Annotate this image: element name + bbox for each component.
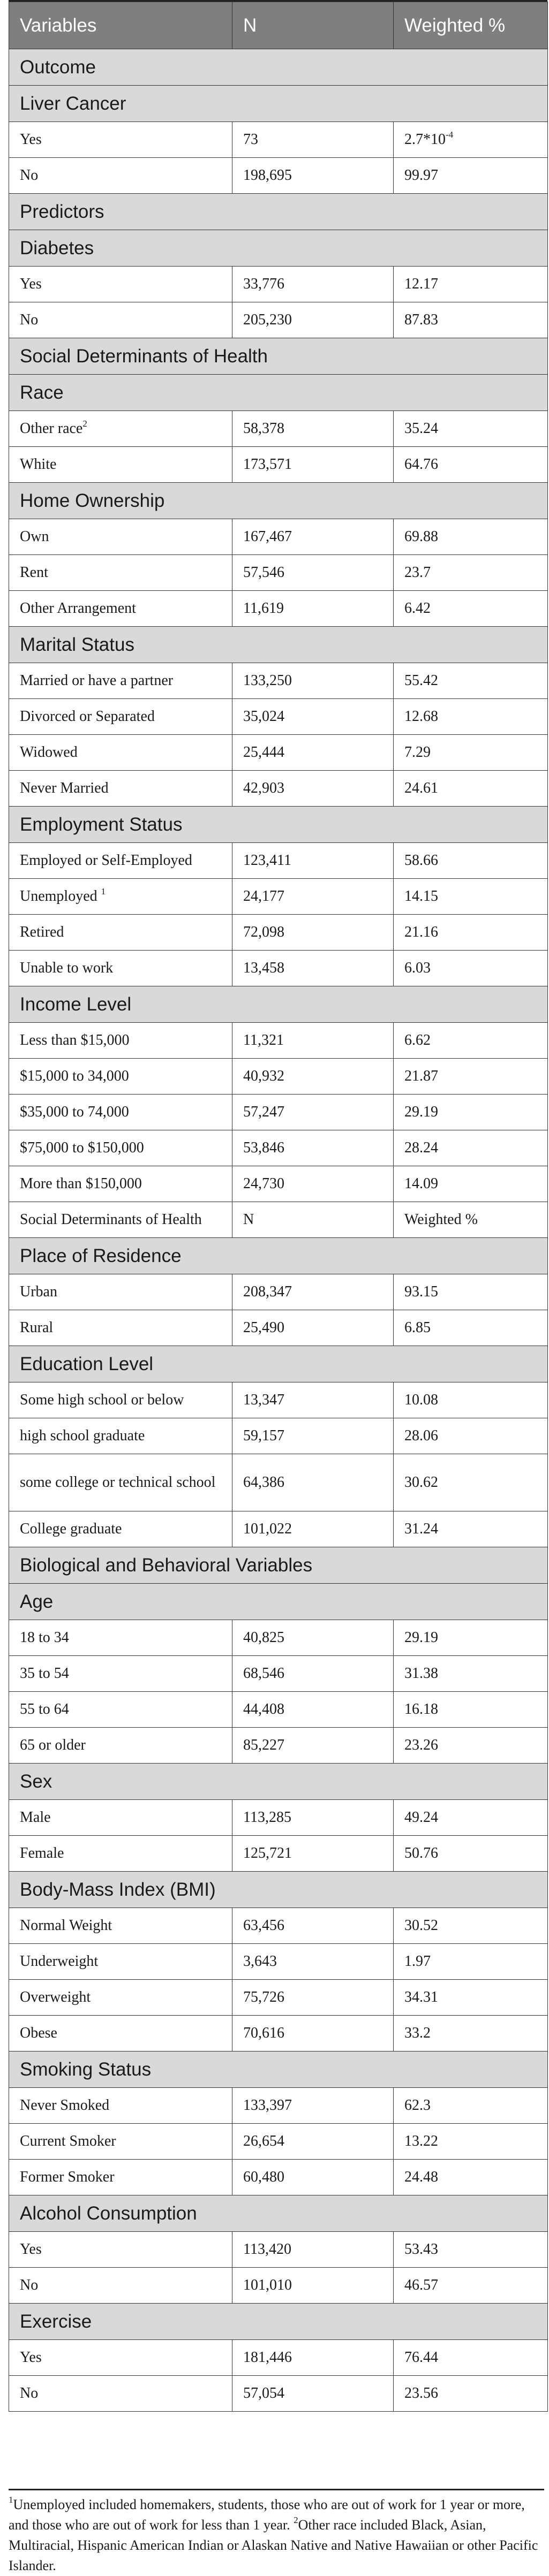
header-variables: Variables bbox=[9, 2, 232, 49]
row-n: 75,726 bbox=[232, 1980, 394, 2016]
table-row bbox=[9, 1274, 548, 1310]
row-label: Rural bbox=[20, 1319, 54, 1336]
row-label-cell bbox=[9, 1023, 232, 1059]
group-label: Education Level bbox=[9, 1346, 548, 1382]
group-label: Diabetes bbox=[9, 230, 548, 267]
table-row bbox=[9, 951, 548, 986]
table-row bbox=[9, 1382, 548, 1418]
table-row bbox=[9, 2232, 548, 2268]
row-weighted-pct: 6.85 bbox=[394, 1310, 548, 1346]
row-label-cell bbox=[9, 735, 232, 771]
row-weighted-pct: 64.76 bbox=[394, 447, 548, 483]
row-label: Retired bbox=[20, 924, 64, 940]
row-n: 173,571 bbox=[232, 447, 394, 483]
row-label: Less than $15,000 bbox=[20, 1032, 130, 1048]
row-n: 11,321 bbox=[232, 1023, 394, 1059]
row-label: $35,000 to 74,000 bbox=[20, 1104, 129, 1120]
row-label-cell bbox=[9, 591, 232, 627]
table-frame bbox=[9, 0, 547, 2412]
row-label-cell bbox=[9, 158, 232, 194]
row-n: 60,480 bbox=[232, 2160, 394, 2195]
row-label: Never Smoked bbox=[20, 2097, 110, 2114]
row-label-cell bbox=[9, 1059, 232, 1095]
section-row bbox=[9, 49, 548, 86]
table-row bbox=[9, 447, 548, 483]
row-n: 58,378 bbox=[232, 411, 394, 447]
table-row bbox=[9, 2376, 548, 2412]
group-row bbox=[9, 2304, 548, 2340]
row-label: Unable to work bbox=[20, 960, 114, 976]
row-label: Male bbox=[20, 1809, 51, 1826]
footnote-ref: 2 bbox=[82, 418, 87, 429]
section-label: Social Determinants of Health bbox=[9, 338, 548, 375]
row-weighted-pct: 12.17 bbox=[394, 267, 548, 302]
table-row bbox=[9, 1418, 548, 1454]
row-label: some college or technical school bbox=[20, 1474, 216, 1491]
row-weighted-pct: 29.19 bbox=[394, 1620, 548, 1656]
row-label-cell bbox=[9, 122, 232, 158]
row-n: 59,157 bbox=[232, 1418, 394, 1454]
table-row bbox=[9, 2160, 548, 2195]
footnote-2-text: Other race included Black, Asian, Multiracial, Hispanic American Indian or Alaskan Native and Native Hawaiian or other Pacific Islander. bbox=[9, 2517, 538, 2573]
group-label: Income Level bbox=[9, 986, 548, 1023]
row-weighted-pct: 28.24 bbox=[394, 1130, 548, 1166]
row-weighted-pct: 21.16 bbox=[394, 915, 548, 951]
row-label-cell bbox=[9, 1980, 232, 2016]
row-label: Former Smoker bbox=[20, 2169, 115, 2185]
row-weighted-pct: 53.43 bbox=[394, 2232, 548, 2268]
row-label-cell bbox=[9, 915, 232, 951]
row-weighted-pct: 58.66 bbox=[394, 843, 548, 879]
table-row bbox=[9, 267, 548, 302]
group-label: Age bbox=[9, 1584, 548, 1620]
row-label-cell bbox=[9, 1274, 232, 1310]
footnote-1-mark: 1 bbox=[9, 2495, 13, 2505]
group-label: Exercise bbox=[9, 2304, 548, 2340]
group-row bbox=[9, 1346, 548, 1382]
row-label-cell bbox=[9, 1382, 232, 1418]
row-weighted-pct: Weighted % bbox=[394, 1202, 548, 1238]
group-row bbox=[9, 1764, 548, 1800]
row-n: 40,825 bbox=[232, 1620, 394, 1656]
table-row bbox=[9, 843, 548, 879]
characteristics-table bbox=[9, 2, 548, 2412]
row-label: Other race bbox=[20, 420, 83, 437]
row-weighted-pct: 31.24 bbox=[394, 1511, 548, 1547]
row-weighted-pct: 34.31 bbox=[394, 1980, 548, 2016]
group-label: Marital Status bbox=[9, 627, 548, 663]
section-label: Predictors bbox=[9, 194, 548, 230]
row-label: White bbox=[20, 456, 57, 473]
section-row bbox=[9, 194, 548, 230]
row-n: 101,010 bbox=[232, 2268, 394, 2304]
row-label: Yes bbox=[20, 2349, 42, 2366]
row-n: 57,247 bbox=[232, 1095, 394, 1130]
table-row bbox=[9, 158, 548, 194]
row-weighted-pct: 16.18 bbox=[394, 1692, 548, 1728]
group-label: Smoking Status bbox=[9, 2051, 548, 2088]
header-n: N bbox=[232, 2, 394, 49]
row-weighted-pct: 33.2 bbox=[394, 2016, 548, 2051]
row-n: 133,397 bbox=[232, 2088, 394, 2124]
table-row bbox=[9, 1728, 548, 1764]
row-label-cell bbox=[9, 1310, 232, 1346]
row-weighted-pct: 6.03 bbox=[394, 951, 548, 986]
row-weighted-pct: 46.57 bbox=[394, 2268, 548, 2304]
row-weighted-pct: 7.29 bbox=[394, 735, 548, 771]
group-row bbox=[9, 627, 548, 663]
table-row bbox=[9, 2016, 548, 2051]
footnote-ref: 1 bbox=[101, 886, 106, 896]
row-label-cell bbox=[9, 302, 232, 338]
group-row bbox=[9, 1238, 548, 1274]
table-row bbox=[9, 555, 548, 591]
row-n: 113,285 bbox=[232, 1800, 394, 1836]
table-row bbox=[9, 663, 548, 699]
row-weighted-pct: 24.61 bbox=[394, 771, 548, 807]
row-label: No bbox=[20, 311, 39, 328]
table-body bbox=[9, 2, 548, 2412]
group-row bbox=[9, 2051, 548, 2088]
section-row bbox=[9, 1547, 548, 1584]
group-row bbox=[9, 86, 548, 122]
row-label-cell bbox=[9, 1620, 232, 1656]
row-n: 205,230 bbox=[232, 302, 394, 338]
table-row bbox=[9, 1980, 548, 2016]
row-weighted-pct: 31.38 bbox=[394, 1656, 548, 1692]
row-label-cell bbox=[9, 1836, 232, 1872]
group-label: Alcohol Consumption bbox=[9, 2195, 548, 2232]
row-weighted-pct: 62.3 bbox=[394, 2088, 548, 2124]
table-row bbox=[9, 1130, 548, 1166]
row-label: Current Smoker bbox=[20, 2133, 116, 2149]
row-label-cell bbox=[9, 1454, 232, 1511]
row-n: 26,654 bbox=[232, 2124, 394, 2160]
row-label-cell bbox=[9, 2340, 232, 2376]
row-weighted-pct: 23.7 bbox=[394, 555, 548, 591]
row-label: high school graduate bbox=[20, 1427, 145, 1444]
group-row bbox=[9, 1872, 548, 1908]
row-label-cell bbox=[9, 1418, 232, 1454]
row-n: 44,408 bbox=[232, 1692, 394, 1728]
row-n: 68,546 bbox=[232, 1656, 394, 1692]
row-weighted-pct: 10.08 bbox=[394, 1382, 548, 1418]
table-row bbox=[9, 1202, 548, 1238]
row-label-cell bbox=[9, 2016, 232, 2051]
row-label-cell bbox=[9, 1800, 232, 1836]
row-label-cell bbox=[9, 555, 232, 591]
row-n: 63,456 bbox=[232, 1908, 394, 1944]
row-n: 13,347 bbox=[232, 1382, 394, 1418]
row-weighted-pct: 30.62 bbox=[394, 1454, 548, 1511]
row-n: 3,643 bbox=[232, 1944, 394, 1980]
row-weighted-pct: 21.87 bbox=[394, 1059, 548, 1095]
row-label-cell bbox=[9, 1130, 232, 1166]
row-label: Employed or Self-Employed bbox=[20, 852, 192, 869]
row-label-cell bbox=[9, 1656, 232, 1692]
row-label: Unemployed bbox=[20, 888, 101, 905]
group-row bbox=[9, 1584, 548, 1620]
table-row bbox=[9, 1656, 548, 1692]
table-row bbox=[9, 1166, 548, 1202]
table-row bbox=[9, 591, 548, 627]
row-label-cell bbox=[9, 951, 232, 986]
group-label: Employment Status bbox=[9, 807, 548, 843]
row-label: Divorced or Separated bbox=[20, 708, 155, 725]
row-weighted-pct: 76.44 bbox=[394, 2340, 548, 2376]
row-n: 167,467 bbox=[232, 519, 394, 555]
row-label-cell bbox=[9, 2232, 232, 2268]
group-label: Home Ownership bbox=[9, 483, 548, 519]
row-n: 25,444 bbox=[232, 735, 394, 771]
row-label-cell bbox=[9, 843, 232, 879]
row-n: 35,024 bbox=[232, 699, 394, 735]
footnotes bbox=[9, 2489, 544, 2576]
row-label-cell bbox=[9, 663, 232, 699]
group-row bbox=[9, 2195, 548, 2232]
row-label: Rent bbox=[20, 564, 48, 581]
table-row bbox=[9, 771, 548, 807]
table-row bbox=[9, 1692, 548, 1728]
row-weighted-pct bbox=[394, 122, 548, 158]
row-label-cell bbox=[9, 1095, 232, 1130]
group-row bbox=[9, 230, 548, 267]
table-row bbox=[9, 1023, 548, 1059]
row-n: 198,695 bbox=[232, 158, 394, 194]
table-row bbox=[9, 1836, 548, 1872]
row-weighted-pct: 93.15 bbox=[394, 1274, 548, 1310]
row-weighted-pct: 50.76 bbox=[394, 1836, 548, 1872]
header-row bbox=[9, 2, 548, 49]
row-n: 25,490 bbox=[232, 1310, 394, 1346]
table-row bbox=[9, 519, 548, 555]
row-label: Normal Weight bbox=[20, 1917, 112, 1934]
row-n: 72,098 bbox=[232, 915, 394, 951]
row-label: Female bbox=[20, 1845, 64, 1861]
row-label-cell bbox=[9, 1202, 232, 1238]
row-weighted-pct: 87.83 bbox=[394, 302, 548, 338]
row-label-cell bbox=[9, 519, 232, 555]
row-weighted-pct: 35.24 bbox=[394, 411, 548, 447]
row-label-cell bbox=[9, 2376, 232, 2412]
section-row bbox=[9, 338, 548, 375]
table-row bbox=[9, 302, 548, 338]
row-n: 73 bbox=[232, 122, 394, 158]
section-label: Outcome bbox=[9, 49, 548, 86]
row-label-cell bbox=[9, 1908, 232, 1944]
group-label: Race bbox=[9, 375, 548, 411]
table-row bbox=[9, 1908, 548, 1944]
table-row bbox=[9, 1620, 548, 1656]
table-row bbox=[9, 1310, 548, 1346]
row-weighted-pct: 99.97 bbox=[394, 158, 548, 194]
row-n: 70,616 bbox=[232, 2016, 394, 2051]
row-label-cell bbox=[9, 699, 232, 735]
row-n: 64,386 bbox=[232, 1454, 394, 1511]
table-row bbox=[9, 699, 548, 735]
row-label: 65 or older bbox=[20, 1737, 86, 1753]
row-label: 35 to 54 bbox=[20, 1665, 69, 1682]
row-n: 53,846 bbox=[232, 1130, 394, 1166]
table-row bbox=[9, 2268, 548, 2304]
row-weighted-pct: 6.42 bbox=[394, 591, 548, 627]
row-n: 24,177 bbox=[232, 879, 394, 915]
table-row bbox=[9, 2124, 548, 2160]
table-row bbox=[9, 879, 548, 915]
row-n: 40,932 bbox=[232, 1059, 394, 1095]
footnote-1-text: Unemployed included homemakers, students, those who are out of work for 1 year or more, and those who are out of work for less than 1 year. bbox=[9, 2497, 525, 2533]
row-n: 125,721 bbox=[232, 1836, 394, 1872]
row-label: Never Married bbox=[20, 780, 109, 796]
row-label-cell bbox=[9, 447, 232, 483]
row-label-cell bbox=[9, 2088, 232, 2124]
row-label: No bbox=[20, 2277, 39, 2293]
row-n: 33,776 bbox=[232, 267, 394, 302]
group-row bbox=[9, 807, 548, 843]
group-row bbox=[9, 483, 548, 519]
row-label-cell bbox=[9, 1511, 232, 1547]
row-label-cell bbox=[9, 2124, 232, 2160]
row-n: 208,347 bbox=[232, 1274, 394, 1310]
table-row bbox=[9, 1800, 548, 1836]
group-row bbox=[9, 986, 548, 1023]
row-weighted-pct: 55.42 bbox=[394, 663, 548, 699]
section-label: Biological and Behavioral Variables bbox=[9, 1547, 548, 1584]
row-label-cell bbox=[9, 1692, 232, 1728]
row-label-cell bbox=[9, 2160, 232, 2195]
row-n: 13,458 bbox=[232, 951, 394, 986]
row-weighted-pct: 28.06 bbox=[394, 1418, 548, 1454]
row-weighted-pct: 30.52 bbox=[394, 1908, 548, 1944]
row-weighted-pct: 13.22 bbox=[394, 2124, 548, 2160]
row-n: N bbox=[232, 1202, 394, 1238]
table-row bbox=[9, 735, 548, 771]
row-label-cell bbox=[9, 411, 232, 447]
row-label: 55 to 64 bbox=[20, 1701, 69, 1718]
table-row bbox=[9, 122, 548, 158]
table-row bbox=[9, 1095, 548, 1130]
row-weighted-pct: 49.24 bbox=[394, 1800, 548, 1836]
row-label: $15,000 to 34,000 bbox=[20, 1068, 129, 1084]
row-label: Overweight bbox=[20, 1989, 91, 2005]
group-row bbox=[9, 375, 548, 411]
row-label: Some high school or below bbox=[20, 1392, 184, 1408]
group-label: Body-Mass Index (BMI) bbox=[9, 1872, 548, 1908]
row-n: 42,903 bbox=[232, 771, 394, 807]
row-label: Underweight bbox=[20, 1953, 99, 1970]
row-label-cell bbox=[9, 879, 232, 915]
row-n: 57,546 bbox=[232, 555, 394, 591]
row-label: Urban bbox=[20, 1283, 57, 1300]
row-n: 24,730 bbox=[232, 1166, 394, 1202]
row-n: 11,619 bbox=[232, 591, 394, 627]
table-row bbox=[9, 915, 548, 951]
group-label: Liver Cancer bbox=[9, 86, 548, 122]
row-weighted-pct: 1.97 bbox=[394, 1944, 548, 1980]
row-weighted-pct: 6.62 bbox=[394, 1023, 548, 1059]
row-n: 113,420 bbox=[232, 2232, 394, 2268]
row-weighted-pct: 69.88 bbox=[394, 519, 548, 555]
pct-exponent: -4 bbox=[446, 129, 454, 140]
table-row bbox=[9, 411, 548, 447]
row-label: No bbox=[20, 2385, 39, 2402]
row-weighted-pct: 23.56 bbox=[394, 2376, 548, 2412]
table-row bbox=[9, 1944, 548, 1980]
row-label: Obese bbox=[20, 2025, 57, 2041]
group-label: Place of Residence bbox=[9, 1238, 548, 1274]
row-label: Own bbox=[20, 528, 49, 545]
row-label: Other Arrangement bbox=[20, 600, 136, 617]
row-label: Widowed bbox=[20, 744, 78, 761]
row-label-cell bbox=[9, 267, 232, 302]
row-weighted-pct: 29.19 bbox=[394, 1095, 548, 1130]
header-weighted-pct: Weighted % bbox=[394, 2, 548, 49]
row-n: 181,446 bbox=[232, 2340, 394, 2376]
group-label: Sex bbox=[9, 1764, 548, 1800]
table-row bbox=[9, 2088, 548, 2124]
table-row bbox=[9, 2340, 548, 2376]
row-label: College graduate bbox=[20, 1521, 122, 1537]
row-label-cell bbox=[9, 1944, 232, 1980]
row-label: Yes bbox=[20, 276, 42, 292]
table-row bbox=[9, 1511, 548, 1547]
row-weighted-pct: 14.15 bbox=[394, 879, 548, 915]
row-label: $75,000 to $150,000 bbox=[20, 1139, 144, 1156]
row-weighted-pct: 12.68 bbox=[394, 699, 548, 735]
row-label: 18 to 34 bbox=[20, 1629, 69, 1646]
row-label-cell bbox=[9, 1166, 232, 1202]
row-weighted-pct: 14.09 bbox=[394, 1166, 548, 1202]
row-n: 133,250 bbox=[232, 663, 394, 699]
pct-base: 2.7*10 bbox=[404, 131, 446, 148]
row-label-cell bbox=[9, 771, 232, 807]
row-n: 101,022 bbox=[232, 1511, 394, 1547]
table-row bbox=[9, 1454, 548, 1511]
row-label: More than $150,000 bbox=[20, 1175, 142, 1192]
row-n: 57,054 bbox=[232, 2376, 394, 2412]
row-label-cell bbox=[9, 2268, 232, 2304]
row-n: 123,411 bbox=[232, 843, 394, 879]
row-n: 85,227 bbox=[232, 1728, 394, 1764]
row-weighted-pct: 24.48 bbox=[394, 2160, 548, 2195]
row-weighted-pct: 23.26 bbox=[394, 1728, 548, 1764]
row-label: Married or have a partner bbox=[20, 672, 174, 689]
row-label: Yes bbox=[20, 2241, 42, 2258]
row-label: Social Determinants of Health bbox=[20, 1211, 202, 1228]
footnote-2-mark: 2 bbox=[294, 2515, 298, 2526]
table-row bbox=[9, 1059, 548, 1095]
row-label: No bbox=[20, 167, 39, 184]
row-label: Yes bbox=[20, 131, 42, 148]
row-label-cell bbox=[9, 1728, 232, 1764]
